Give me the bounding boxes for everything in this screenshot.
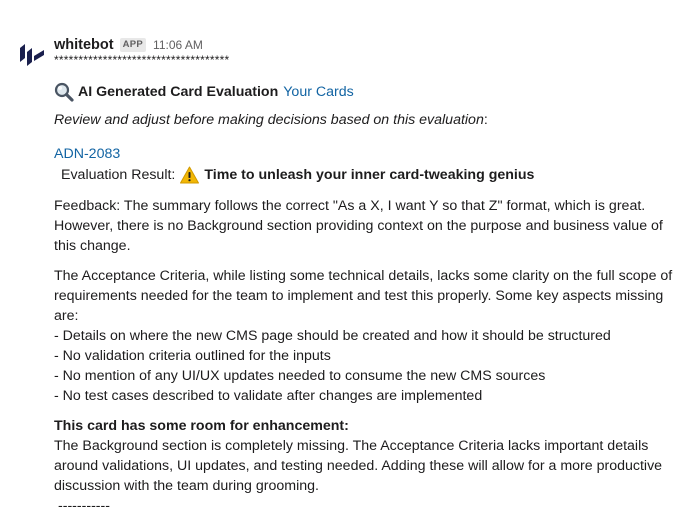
missing-item: - Details on where the new CMS page should be created and how it should be structured [54,328,611,344]
warning-icon [180,166,199,184]
evaluation-label: Evaluation Result: [61,167,176,183]
magnifying-glass-icon [54,82,74,102]
missing-item: - No test cases described to validate after changes are implemented [54,388,483,404]
sender-name[interactable]: whitebot [54,37,114,53]
feedback-paragraph: Feedback: The summary follows the correct "As a X, I want Y so that Z" format, which is great. However, there is no Background section providing context on the purpose and business value of this change. [54,198,663,254]
disclaimer [54,110,684,130]
app-badge: APP [120,38,146,52]
missing-item: - No mention of any UI/UX updates needed to consume the new CMS sources [54,368,546,384]
acceptance-paragraph [54,266,684,406]
acceptance-intro: The Acceptance Criteria, while listing some technical details, lacks some clarity on the full scope of requirements needed for the team to implement and test this properly. Some key aspects missing are: [54,268,673,324]
ticket-link[interactable]: ADN-2083 [54,146,121,162]
missing-item: - No validation criteria outlined for the inputs [54,348,331,364]
stars-divider: ************************************ [54,53,230,67]
your-cards-link[interactable]: Your Cards [283,84,354,100]
enhancement-heading: This card has some room for enhancement: [54,418,349,434]
separator-line: ----------- [58,498,110,514]
timestamp[interactable]: 11:06 AM [153,38,203,52]
evaluation-result-text: Time to unleash your inner card-tweaking genius [204,167,535,183]
disclaimer-colon: : [483,112,488,128]
enhancement-section [54,416,684,516]
evaluation-title-text: AI Generated Card Evaluation [78,84,279,100]
message-content [54,34,684,516]
enhancement-body: The Background section is completely missing. The Acceptance Criteria lacks important details around validations, UI updates, and testing needed. Adding these will allow for a more productive discussion with the team during grooming. [54,438,663,494]
whitebot-logo-icon[interactable] [20,44,44,66]
evaluation-result [61,164,684,186]
disclaimer-text: Review and adjust before making decisions based on this evaluation [54,112,484,128]
evaluation-title [54,81,684,103]
